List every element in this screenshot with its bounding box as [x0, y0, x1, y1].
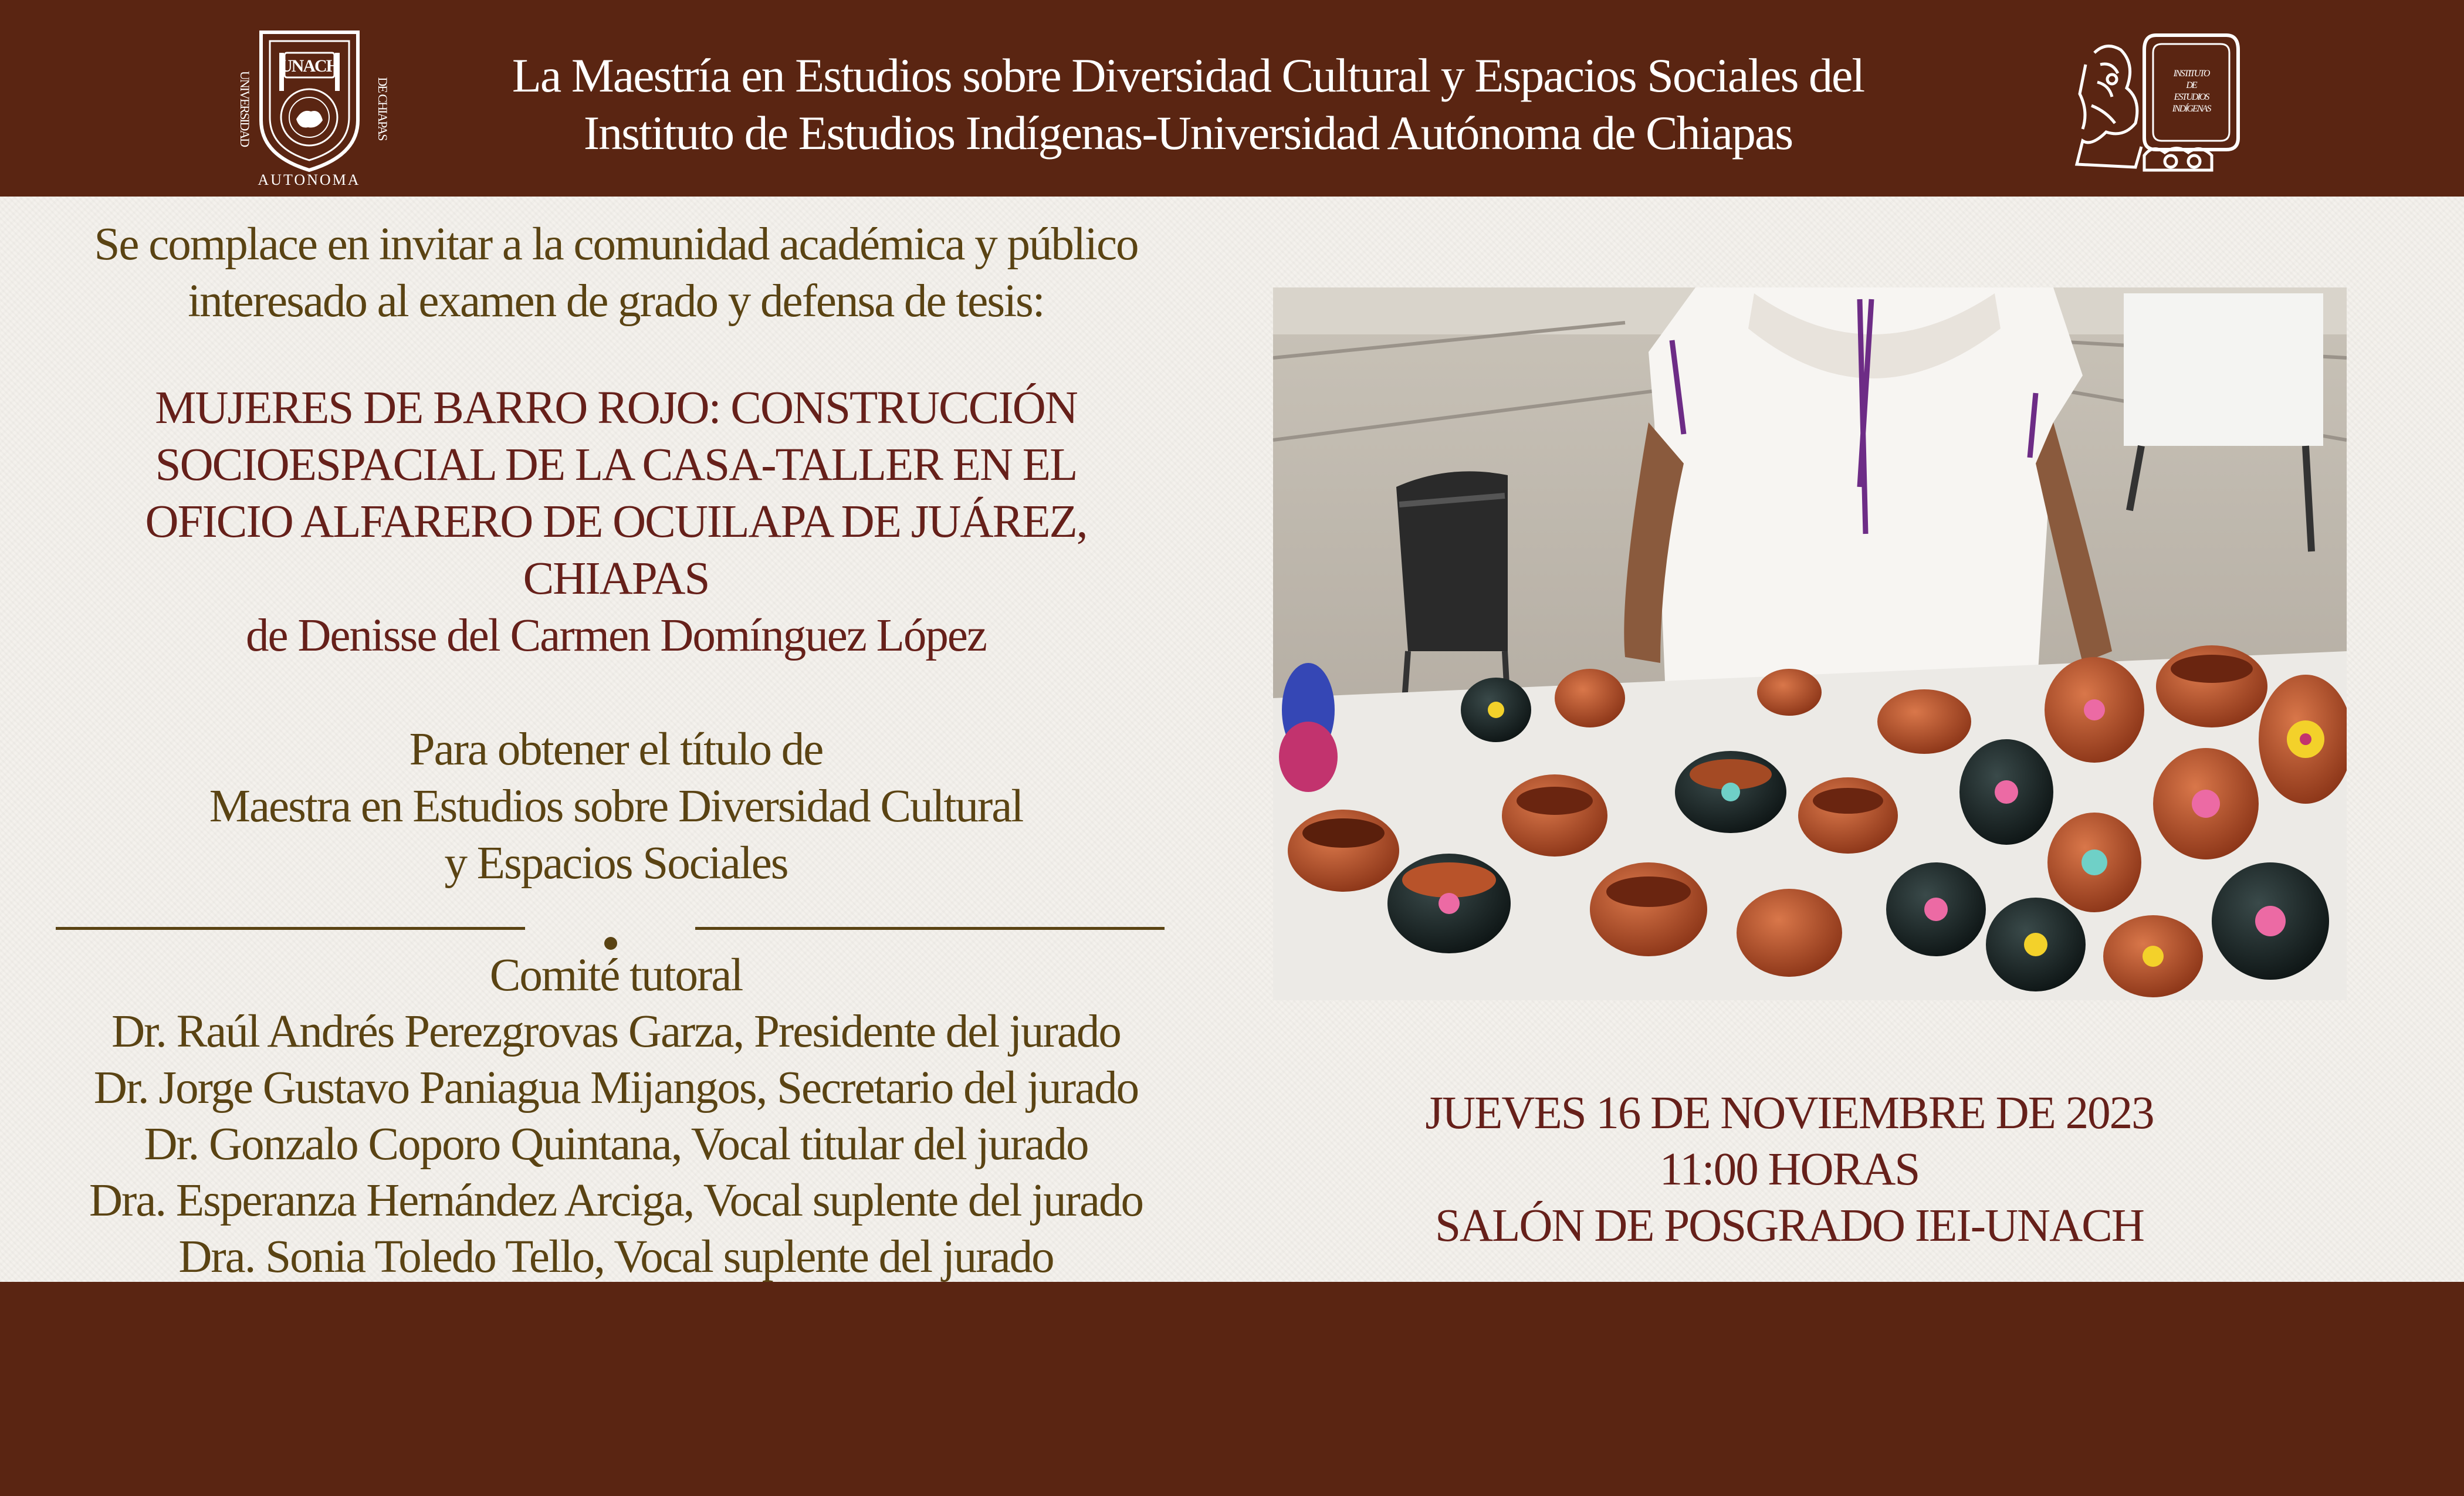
committee-block [23, 947, 1209, 1285]
degree-line-3: y Espacios Sociales [444, 838, 788, 889]
thesis-title [23, 380, 1209, 607]
thesis-title-line-2: SOCIOESPACIAL DE LA CASA-TALLER EN EL [155, 439, 1077, 490]
section-divider [23, 892, 1209, 947]
header-title [352, 47, 2024, 162]
divider-rule-right [695, 927, 1165, 930]
divider-rule-left [56, 927, 525, 930]
committee-member: Dr. Raúl Andrés Perezgrovas Garza, Presidente del jurado [111, 1006, 1121, 1057]
iei-logo-line-1: INSTITUTO [2173, 69, 2209, 79]
intro-line-2: interesado al examen de grado y defensa de tesis: [188, 276, 1044, 327]
divider-dot [604, 937, 617, 950]
degree-line-1: Para obtener el título de [409, 724, 823, 775]
thesis-title-line-1: MUJERES DE BARRO ROJO: CONSTRUCCIÓN [155, 383, 1077, 434]
iei-logo-line-4: INDÍGENAS [2172, 104, 2211, 114]
invitation-intro [23, 216, 1209, 330]
event-place: SALÓN DE POSGRADO IEI-UNACH [1435, 1200, 2144, 1251]
degree-block [23, 721, 1209, 892]
committee-member: Dr. Gonzalo Coporo Quintana, Vocal titular del jurado [144, 1119, 1088, 1170]
iei-logo-line-3: ESTUDIOS [2174, 92, 2209, 102]
invitation-column [23, 216, 1209, 1285]
pottery-photo [1273, 287, 2347, 1000]
committee-member: Dra. Sonia Toledo Tello, Vocal suplente del jurado [178, 1231, 1054, 1282]
event-date: JUEVES 16 DE NOVIEMBRE DE 2023 [1425, 1088, 2154, 1139]
thesis-title-line-3: OFICIO ALFARERO DE OCUILAPA DE JUÁREZ, [145, 496, 1087, 547]
header-title-line-2: Instituto de Estudios Indígenas-Universidad Autónoma de Chiapas [583, 106, 1793, 160]
iei-logo-line-2: DE [2186, 80, 2196, 90]
unach-logo-arc-left: UNIVERSIDAD [238, 70, 252, 147]
unach-logo-arc-right: DE CHIAPAS [375, 77, 390, 140]
committee-heading: Comité tutoral [489, 950, 743, 1001]
header-band [0, 0, 2464, 197]
degree-line-2: Maestra en Estudios sobre Diversidad Cultural [209, 781, 1023, 832]
unach-logo-acronym: UNACH [280, 56, 339, 76]
event-details [1291, 1085, 2288, 1254]
thesis-title-line-4: CHIAPAS [523, 553, 709, 604]
thesis-author: de Denisse del Carmen Domínguez López [246, 610, 986, 661]
committee-member: Dr. Jorge Gustavo Paniagua Mijangos, Secretario del jurado [93, 1062, 1139, 1113]
iei-logo [2071, 29, 2247, 182]
committee-member: Dra. Esperanza Hernández Arciga, Vocal suplente del jurado [89, 1175, 1143, 1226]
intro-line-1: Se complace en invitar a la comunidad académica y público [94, 219, 1138, 270]
unach-logo-bottom-text: AUTONOMA [258, 171, 361, 188]
header-title-line-1: La Maestría en Estudios sobre Diversidad Cultural y Espacios Sociales del [512, 49, 1864, 102]
event-time: 11:00 HORAS [1659, 1144, 1920, 1195]
